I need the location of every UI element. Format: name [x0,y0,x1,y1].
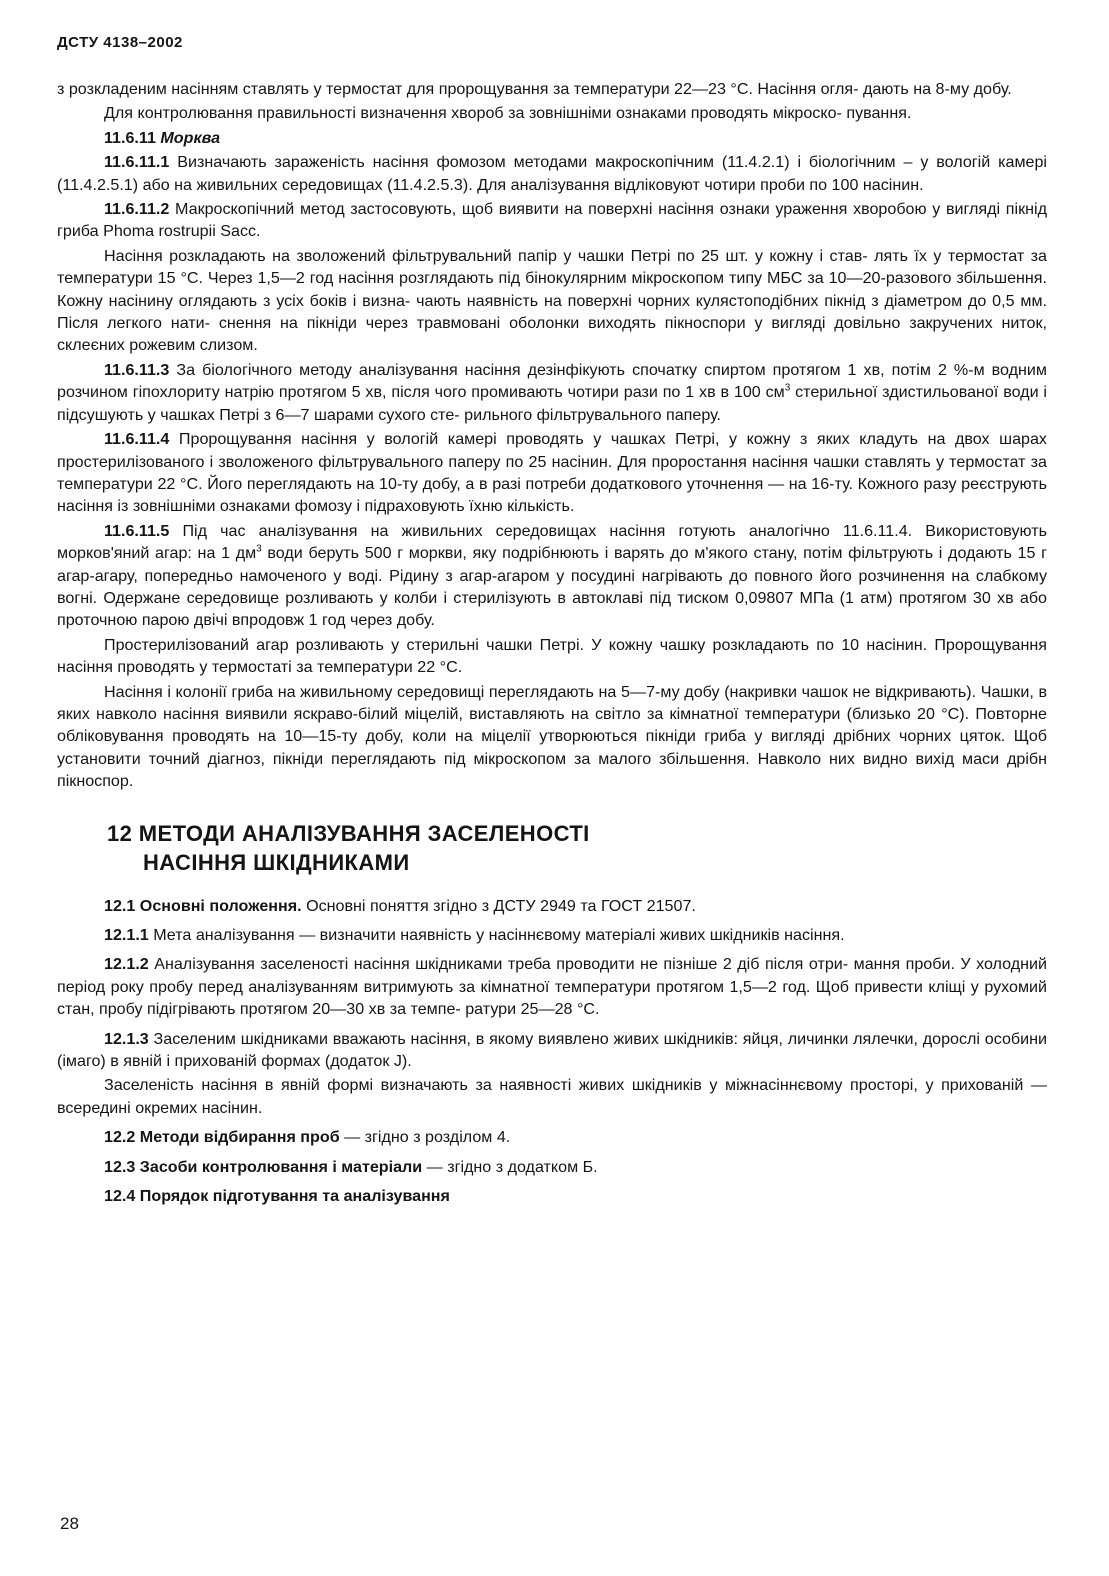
clause-12-1-2 [57,953,1047,1020]
clause-11-6-11-2 [57,198,1047,243]
section-heading-12 [107,819,1047,877]
paragraph-text: Насіння розкладають на зволожений фільтрувальний папір у чашки Петрі по 25 шт. у кожну і став- лять їх у термостат за температури 15 °С. Через 1,5—2 год насіння розглядають під бінокулярним мікроскопом типу МБС за 10—20-разового збільшення. Кожну насінину оглядають з усіх боків і визна- чають наявність на поверхні чорних кулястоподібних пікнід з діаметром до 0,5 мм. Після легкого нати- снення на пікніди через травмовані оболонки виходять пікноспори у вигляді довільно закручених ниток, склеєних рожевим слизом. [57,246,1047,355]
clause-number: 12.1.1 [104,926,149,944]
clause-text: Основні поняття згідно з ДСТУ 2949 та ГОСТ 21507. [301,896,696,915]
superscript: 3 [784,382,791,394]
paragraph [57,1074,1047,1119]
clause-12-1-3 [57,1028,1047,1073]
clause-number: 11.6.11.4 [104,430,170,449]
clause-12-2 [57,1126,1047,1148]
superscript: 3 [256,543,262,555]
clause-12-1 [57,895,1047,917]
clause-text: Мета аналізування — визначити наявність у насіннєвому матеріалі живих шкідників насіння. [148,926,845,944]
paragraph-text: Насіння і колонії гриба на живильному середовищі переглядають на 5—7-му добу (накривки чашок не відкривають). Чашки, в яких навколо насіння виявили яскраво-білий міцелій, виставляють на світло за кімнатної температури (близько 20 °С). Повторне обліковування проводять на 10—15-ту добу, коли на міцелії утворюються пікніди гриба у вигляді дрібних чорних цяток. Щоб установити точний діагноз, пікніди переглядають під мікроскопом за малого збільшення. Навколо них видно вихід маси дрібн пікноспор. [57,682,1047,791]
document-code-header: ДСТУ 4138–2002 [57,34,183,51]
clause-number: 11.6.11.3 [104,360,170,379]
clause-11-6-11-3 [57,359,1047,426]
paragraph [57,634,1047,679]
clause-text: Макроскопічний метод застосовують, щоб виявити на поверхні насіння ознаки ураження хворобою у вигляді пікнід гриба Phoma rostrupii Sacc. [57,200,1047,241]
clause-text-continued: стерильної здистильованої води і підсушують у чашках Петрі з 6—7 шарами сухого сте- рильного фільтрувального паперу. [57,383,1047,424]
clause-heading: 12.3 Засоби контролювання і матеріали [104,1157,423,1176]
clause-text: За біологічного методу аналізування насіння дезінфікують спочатку спиртом протягом 1 хв, потім 2 %-м водним розчином гіпохлориту натрію протягом 5 хв, після чого промивають чотири рази по 1 хв в 100 см [57,360,1047,402]
clause-text: Пророщування насіння у вологій камері проводять у чашках Петрі, у кожну з яких кладуть на двох шарах простерилізованого і зволоженого фільтрувального паперу по 25 насінин. Для проростання насіння чашки ставлять у термостат за температури 22 °С. Його переглядають на 10-ту добу, а в разі потреби додаткового уточнення — на 16-ту. Кожного разу реєструють насіння із зовнішніми ознаками фомозу і підраховують їхню кількість. [57,430,1047,516]
clause-number: 11.6.11.2 [104,200,170,219]
paragraph-text: Простерилізований агар розливають у стерильні чашки Петрі. У кожну чашку розкладають по 10 насінин. Пророщування насіння проводять у термостаті за температури 22 °С. [57,635,1047,677]
page-body [57,78,1047,1207]
clause-text: Аналізування заселеності насіння шкідниками треба проводити не пізніше 2 діб після отри- мання проби. У холодний період року пробу перед аналізуванням витримують за кімнатної температури протягом 1,5—2 год. Щоб привести кліщі у рухомий стан, пробу підігрівають протягом 20—30 хв за темпе- ратури 25—28 °С. [57,955,1047,1019]
paragraph-text: з розкладеним насінням ставлять у термостат для пророщування за температури 22—23 °С. Насіння огля- дають на 8-му добу. [57,80,1012,98]
clause-text: Заселеним шкідниками вважають насіння, в якому виявлено живих шкідників: яйця, личинки лялечки, дорослі особини (імаго) в явній і прихованій формах (додаток J). [57,1029,1047,1071]
clause-12-3 [57,1156,1047,1178]
clause-text: Визначають зараженість насіння фомозом методами макроскопічним (11.4.2.1) і біологічним – у вологій камері (11.4.2.5.1) або на живильних середовищах (11.4.2.5.3). Для аналізування відліковуют чотири проби по 100 насінин. [57,153,1047,194]
paragraph [57,102,1047,124]
clause-11-6-11-4 [57,428,1047,518]
paragraph [57,245,1047,357]
clause-12-1-1 [57,924,1047,946]
page-number: 28 [60,1514,79,1533]
paragraph [57,78,1047,100]
subsection-heading-11-6-11 [57,127,1047,149]
clause-heading: 12.2 Методи відбирання проб [104,1128,340,1147]
paragraph-text: Заселеність насіння в явній формі визначають за наявності живих шкідників у міжнасіннєвому просторі, у прихованій — всередині окремих насінин. [57,1076,1047,1117]
clause-12-4 [57,1185,1047,1207]
clause-heading: 12.4 Порядок підготування та аналізування [104,1187,450,1206]
clause-11-6-11-5 [57,520,1047,632]
section-title-line: 12 МЕТОДИ АНАЛІЗУВАННЯ ЗАСЕЛЕНОСТІ [107,820,590,846]
clause-text-continued: води беруть 500 г моркви, яку подрібнюють і варять до м'якого стану, потім фільтрують і додають 15 г агар-агару, попередньо намоченого у воді. Рідину з агар-агаром у посудині нагрівають до повного його розчинення на слабкому вогні. Одержане середовище розливають у колби і стерилізують в автоклаві під тиском 0,09807 МПа (1 атм) протягом 30 хв або проточною парою двічі впродовж 1 год через добу. [57,544,1048,630]
clause-text: Під час аналізування на живильних середовищах насіння готують аналогічно 11.6.11.4. Використовують морков'яний агар: на 1 дм [57,521,1047,563]
paragraph-text: Для контролювання правильності визначення хвороб за зовнішніми ознаками проводять мікроско- пування. [104,104,912,123]
clause-text: — згідно з додатком Б. [422,1157,598,1176]
clause-number: 12.1.3 [104,1029,149,1048]
clause-number: 11.6.11 [104,128,156,147]
paragraph [57,681,1047,793]
section-title-line: НАСІННЯ ШКІДНИКАМИ [143,849,410,875]
clause-text: — згідно з розділом 4. [339,1128,511,1147]
clause-number: 11.6.11.5 [104,521,170,540]
clause-number: 11.6.11.1 [104,153,170,172]
clause-title: Морква [160,128,221,147]
clause-heading: 12.1 Основні положення. [104,896,302,915]
clause-11-6-11-1 [57,151,1047,196]
clause-number: 12.1.2 [104,955,149,974]
